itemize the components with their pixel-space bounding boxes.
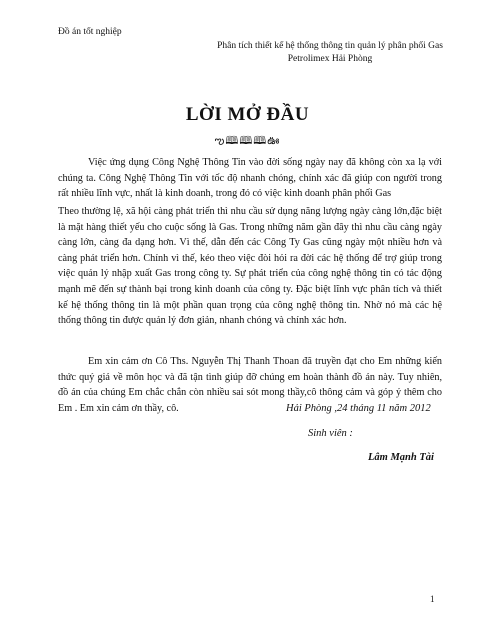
header-title-line-1: Phân tích thiết kế hệ thống thông tin quản lý phân phối Gas <box>217 41 443 51</box>
header-document-type: Đồ án tốt nghiệp <box>58 27 122 37</box>
signer-name: Lâm Mạnh Tài <box>368 452 434 463</box>
signer-role: Sinh viên : <box>308 428 353 439</box>
date-line: Hải Phòng ,24 tháng 11 năm 2012 <box>286 403 431 414</box>
page-title: LỜI MỞ ĐẦU <box>185 104 310 125</box>
page-number: 1 <box>430 594 435 604</box>
acknowledgement-paragraph: Em xin cảm ơn Cô Ths. Nguyễn Thị Thanh Thoan đã truyền đạt cho Em những kiến thức quý giá về môn học và đã tận tình giúp đỡ chúng em hoàn thành đồ án này. Tuy nhiên, đồ án của chúng Em chắc chắn còn nhiều sai sót mong thầy,cô thông cảm và góp ý thêm cho Em . Em xin cảm ơn thầy, cô. <box>58 356 442 414</box>
header-title-line-2: Petrolimex Hải Phòng <box>287 54 373 64</box>
book-ornament-icon: ఌ🕮🕮🕮ఊ <box>214 135 281 147</box>
intro-paragraph-1: Việc ứng dụng Công Nghệ Thông Tin vào đời sống ngày nay đã không còn xa lạ với chúng ta. Công Nghệ Thông Tin với tốc độ nhanh chóng, chính xác đã giúp con người trong rất nhiều lĩnh vực, nhất là kinh doanh, trong đó có việc kinh doanh phân phối Gas <box>58 157 442 200</box>
intro-paragraph-2: Theo thường lệ, xã hội càng phát triển thì nhu cầu sử dụng năng lượng ngày càng lớn,đặc biệt là mặt hàng thiết yếu cho cuộc sống là Gas. Trong những năm gần đây thì nhu cầu càng ngày càng lớn, càng đa dạng hơn. Vì thế, dẫn đến các Công Ty Gas cũng ngày một nhiều hơn và càng phát triển hơn. Chính vì thế, kéo theo việc đòi hỏi ra đời các hệ thống để trợ giúp trong việc quản lý nhập xuất Gas trong công ty. Sự phát triển của công nghệ thông tin có tác động mạnh mẽ đến sự thành bại trong kinh doanh của công ty. Đặc biệt lĩnh vực phân tích và thiết kế hệ thống thông tin là một phần quan trọng của công nghệ thông tin. Nhờ nó mà các hệ thống thông tin được quản lý đơn giản, nhanh chóng và chính xác hơn. <box>58 206 442 327</box>
header-project-title <box>200 40 460 66</box>
